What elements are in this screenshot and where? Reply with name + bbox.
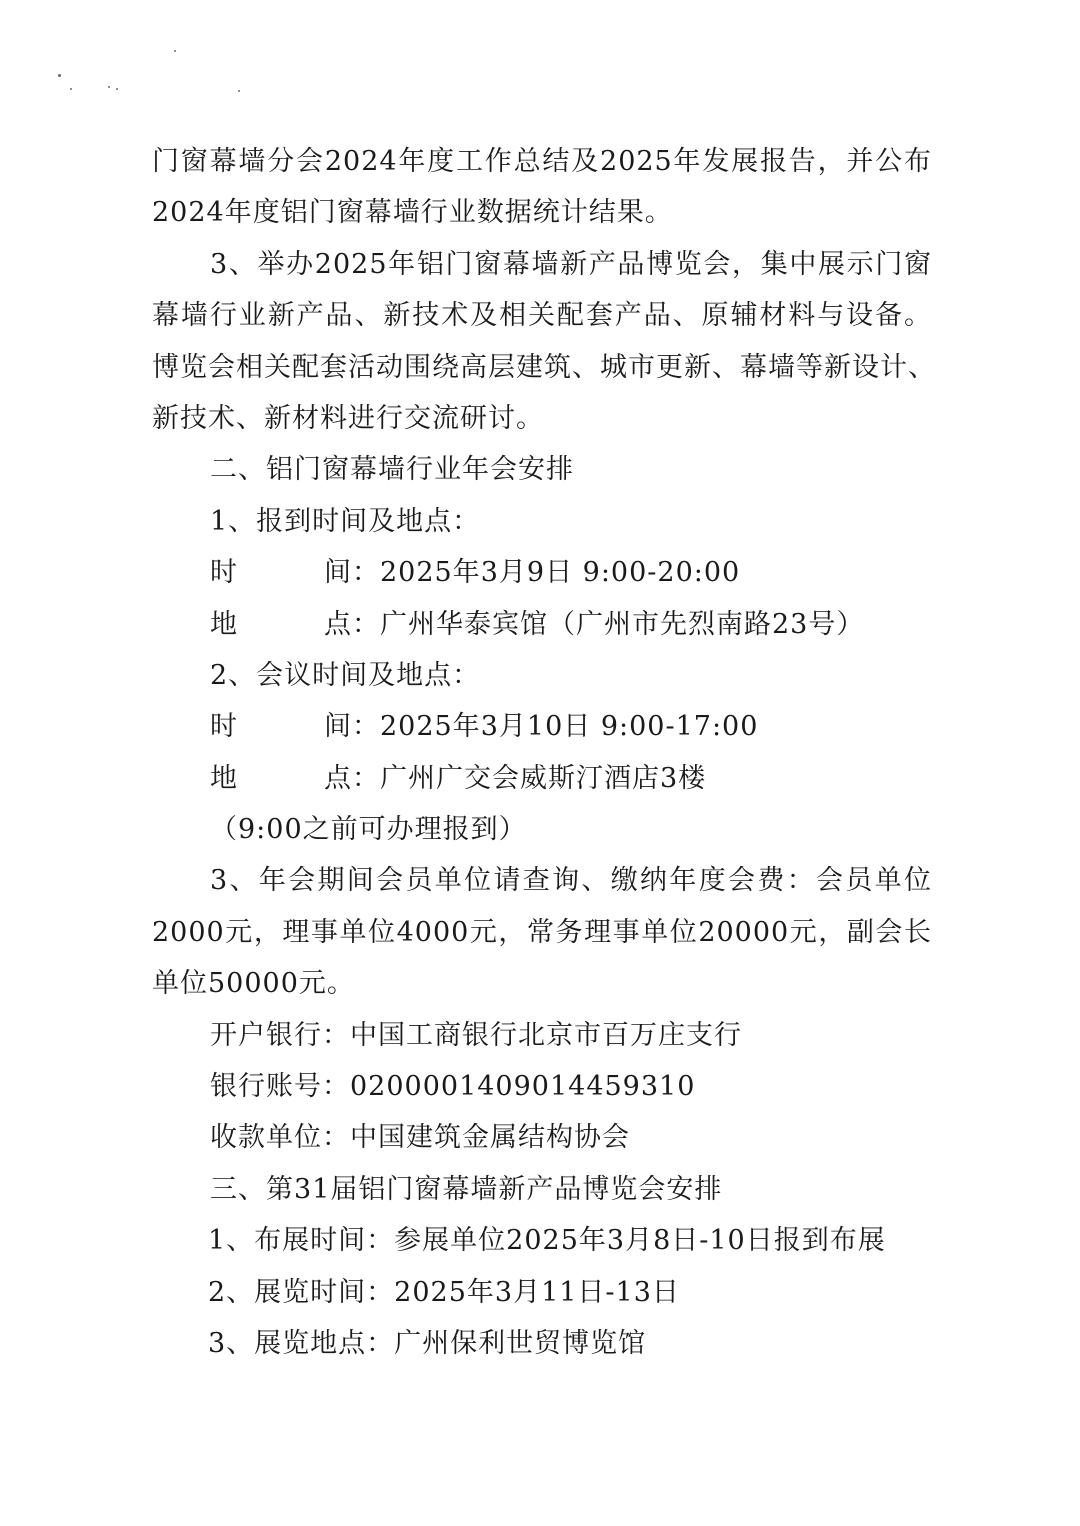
scan-speck xyxy=(70,88,72,90)
colon: ： xyxy=(352,711,380,743)
scan-speck xyxy=(108,86,110,88)
place-label: 地 点 xyxy=(210,608,352,640)
colon: ： xyxy=(322,1019,350,1051)
paragraph-line: 单位50000元。 xyxy=(152,968,355,1000)
paragraph-line: 新技术、新材料进行交流研讨。 xyxy=(152,402,544,434)
time-value: 2025年3月10日 9:00-17:00 xyxy=(380,711,759,743)
colon: ： xyxy=(352,762,380,794)
payee-row xyxy=(152,1112,932,1163)
payee-value: 中国建筑金属结构协会 xyxy=(350,1122,630,1154)
scan-speck xyxy=(116,88,118,90)
scan-speck xyxy=(58,74,61,77)
colon: ： xyxy=(352,557,380,589)
paragraph-line: 3、年会期间会员单位请查询、缴纳年度会费：会员单位 xyxy=(210,865,932,897)
bank-row xyxy=(152,1010,932,1061)
list-item-title: 2、会议时间及地点： xyxy=(210,659,481,691)
account-value: 0200001409014459310 xyxy=(350,1071,696,1103)
list-item: 1、布展时间：参展单位2025年3月8日-10日报到布展 xyxy=(208,1225,886,1257)
list-item-title: 1、报到时间及地点： xyxy=(210,505,481,537)
paragraph-line: 3、举办2025年铝门窗幕墙新产品博览会，集中展示门窗 xyxy=(210,248,932,280)
bank-value: 中国工商银行北京市百万庄支行 xyxy=(350,1019,742,1051)
colon: ： xyxy=(352,608,380,640)
paragraph-line: 幕墙行业新产品、新技术及相关配套产品、原辅材料与设备。 xyxy=(152,300,932,332)
time-label: 时 间 xyxy=(210,557,352,589)
bank-label: 开户银行 xyxy=(210,1019,322,1051)
paragraph-line: 博览会相关配套活动围绕高层建筑、城市更新、幕墙等新设计、 xyxy=(152,351,936,383)
colon: ： xyxy=(322,1122,350,1154)
detail-row-time xyxy=(152,547,932,598)
list-item: 3、展览地点：广州保利世贸博览馆 xyxy=(208,1327,647,1359)
account-label: 银行账号 xyxy=(210,1071,322,1103)
place-label: 地 点 xyxy=(210,762,352,794)
section-heading: 二、铝门窗幕墙行业年会安排 xyxy=(210,454,574,486)
payee-label: 收款单位 xyxy=(210,1122,322,1154)
scan-speck xyxy=(238,90,240,92)
paragraph-line: 2024年度铝门窗幕墙行业数据统计结果。 xyxy=(152,197,673,229)
detail-row-place xyxy=(152,599,932,650)
registration-note: （9:00之前可办理报到） xyxy=(210,814,527,846)
list-item: 2、展览时间：2025年3月11日-13日 xyxy=(208,1276,680,1308)
paragraph-line: 2000元，理事单位4000元，常务理事单位20000元，副会长 xyxy=(152,916,932,948)
detail-row-time xyxy=(152,701,932,752)
time-value: 2025年3月9日 9:00-20:00 xyxy=(380,557,741,589)
section-heading: 三、第31届铝门窗幕墙新产品博览会安排 xyxy=(210,1173,723,1205)
scan-speck xyxy=(174,50,176,52)
time-label: 时 间 xyxy=(210,711,352,743)
paragraph-line: 门窗幕墙分会2024年度工作总结及2025年发展报告，并公布 xyxy=(152,146,932,177)
document-body xyxy=(152,136,936,1369)
place-value: 广州华泰宾馆（广州市先烈南路23号） xyxy=(380,608,865,640)
place-value: 广州广交会威斯汀酒店3楼 xyxy=(380,762,707,794)
colon: ： xyxy=(322,1071,350,1103)
detail-row-place xyxy=(152,753,932,804)
account-row xyxy=(152,1061,932,1112)
